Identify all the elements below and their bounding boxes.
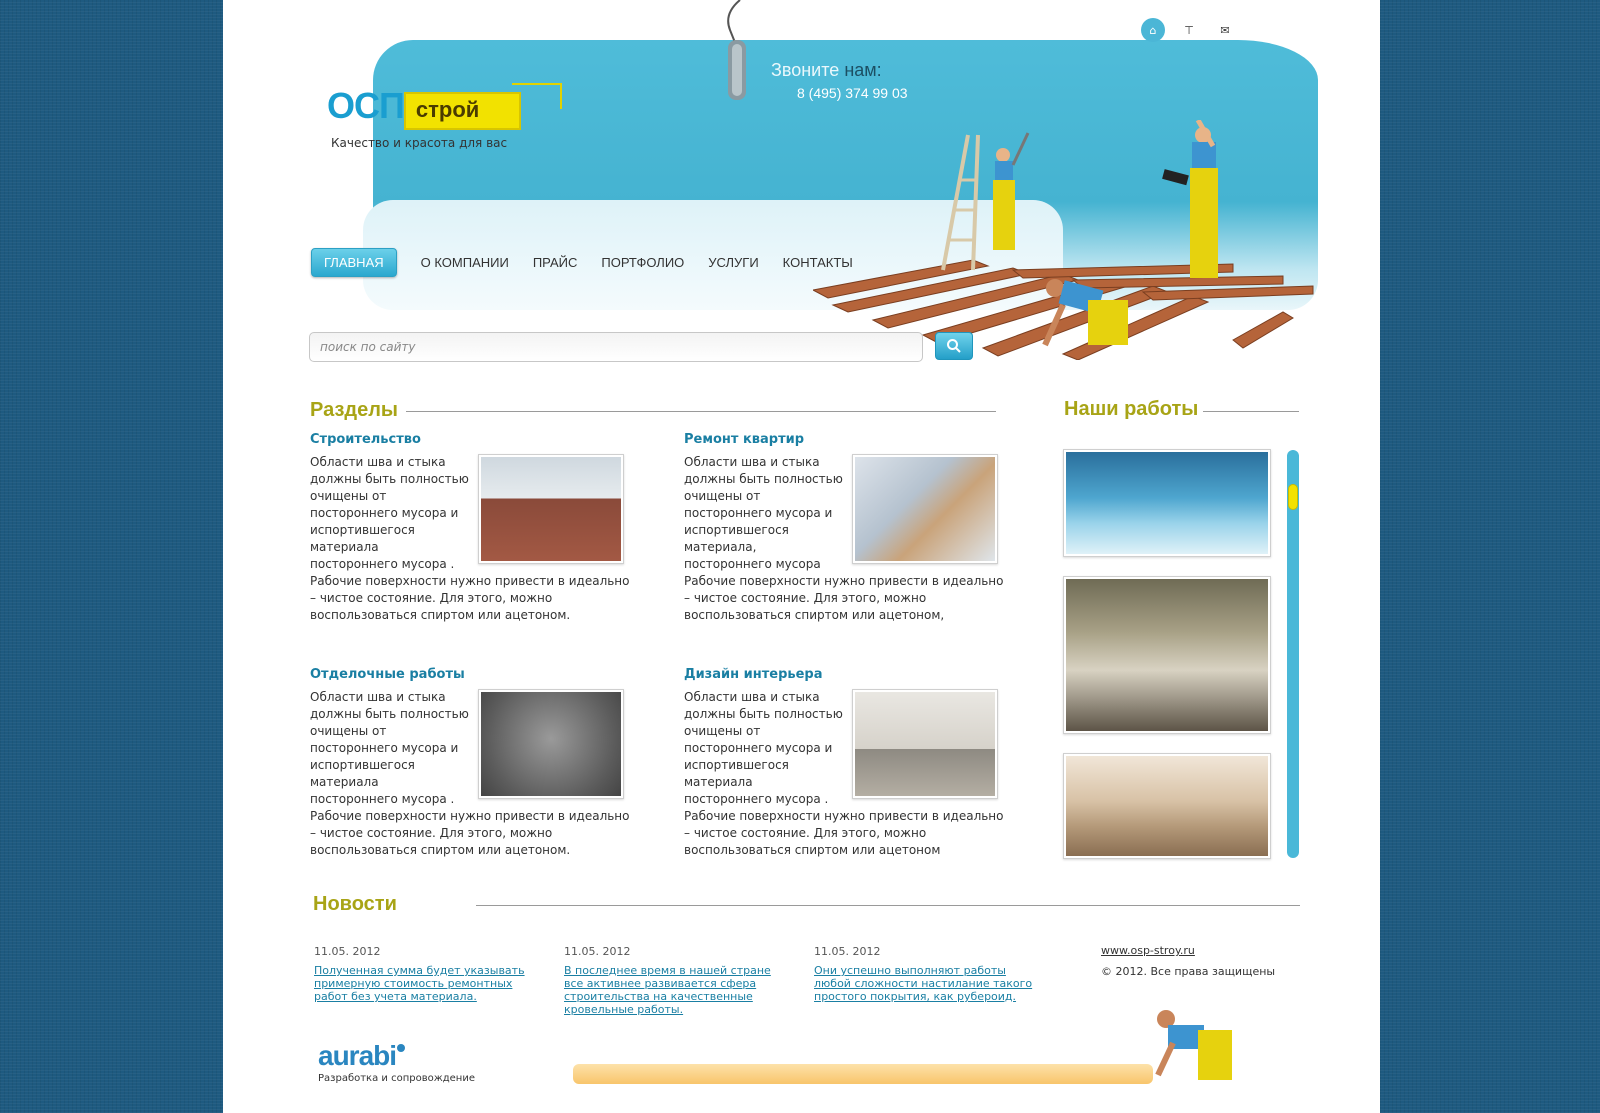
worker-kneeling-illustration <box>1033 270 1143 360</box>
news-date: 11.05. 2012 <box>564 945 631 958</box>
slogan: Качество и красота для вас <box>331 136 508 150</box>
news-divider <box>476 905 1300 906</box>
section-title[interactable]: Отделочные работы <box>310 667 465 682</box>
works-scroll-thumb[interactable] <box>1288 484 1298 510</box>
worker-ladder-illustration <box>923 125 1033 275</box>
worker-roll-illustration <box>1138 1005 1248 1095</box>
call-label-1: Звоните <box>771 60 840 80</box>
logo[interactable] <box>327 86 521 150</box>
finishing-photo[interactable] <box>478 689 624 799</box>
news-item <box>314 945 534 1003</box>
search-icon <box>946 338 962 354</box>
developer-subtitle: Разработка и сопровождение <box>318 1073 475 1084</box>
nav-item-about[interactable]: О КОМПАНИИ <box>420 255 509 270</box>
work-thumb-1[interactable] <box>1063 449 1271 557</box>
news-item <box>814 945 1034 1003</box>
home-icon[interactable]: ⌂ <box>1141 18 1165 42</box>
news-date: 11.05. 2012 <box>314 945 381 958</box>
interior-photo[interactable] <box>852 689 998 799</box>
paint-roller-icon <box>512 83 562 109</box>
nav-item-price[interactable]: ПРАЙС <box>532 255 578 270</box>
news-item <box>564 945 784 1016</box>
phone-receiver-icon <box>718 0 768 105</box>
copyright: © 2012. Все права защищены <box>1101 965 1276 978</box>
call-label-2: нам: <box>844 60 882 80</box>
footer-copy <box>1101 944 1275 978</box>
work-thumb-2[interactable] <box>1063 576 1271 734</box>
section-item-interior-design <box>684 667 1004 859</box>
site-link[interactable]: www.osp-stroy.ru <box>1101 944 1195 957</box>
search-input[interactable]: поиск по сайту <box>309 332 923 362</box>
call-us <box>771 60 908 101</box>
page <box>223 0 1380 1113</box>
renovation-photo[interactable] <box>852 454 998 564</box>
section-text: Области шва и стыка должны быть полностью очищены от постороннего мусора и испортившегося материала, постороннего мусора Рабочие поверхности нужно привести в идеально – чистое состояние. Для этого, можно воспользоваться спиртом или ацетоном, <box>684 455 1004 622</box>
work-thumb-3[interactable] <box>1063 753 1271 859</box>
section-text: Области шва и стыка должны быть полностью очищены от постороннего мусора и испортившегося материала постороннего мусора . Рабочие поверхности нужно привести в идеально – чистое состояние. Для этого, можно воспользоваться спиртом или ацетоном. <box>310 690 630 857</box>
works-scrollbar[interactable] <box>1287 450 1299 858</box>
phone-number: 8 (495) 374 99 03 <box>797 85 908 101</box>
worker-clipboard-illustration <box>1158 120 1238 290</box>
sitemap-icon[interactable]: ⊤ <box>1184 23 1194 37</box>
logo-part1: ОСП <box>327 85 404 126</box>
developer-logo-dot <box>397 1044 405 1052</box>
news-heading: Новости <box>313 893 397 915</box>
news-link[interactable]: Они успешно выполняют работы любой сложности настилание такого простого покрытия, как рубероид. <box>814 964 1033 1003</box>
top-icons <box>1141 18 1237 42</box>
nav-item-contacts[interactable]: КОНТАКТЫ <box>782 255 853 270</box>
call-label <box>771 60 908 81</box>
logo-part2: строй <box>404 92 521 130</box>
section-item-construction <box>310 432 630 624</box>
section-text: Области шва и стыка должны быть полностью очищены от постороннего мусора и испортившегося материала постороннего мусора . Рабочие поверхности нужно привести в идеально – чистое состояние. Для этого, можно воспользоваться спиртом или ацетоном <box>684 690 1004 857</box>
section-item-renovation <box>684 432 1004 624</box>
news-link[interactable]: В последнее время в нашей стране все активнее развивается сфера строительства на качественные кровельные работы. <box>564 964 771 1016</box>
developer-logo[interactable] <box>318 1040 475 1084</box>
news-date: 11.05. 2012 <box>814 945 881 958</box>
nav-item-portfolio[interactable]: ПОРТФОЛИО <box>601 255 685 270</box>
developer-name: aurabi <box>318 1040 397 1071</box>
wallpaper-roll-illustration <box>573 1064 1153 1084</box>
section-text: Области шва и стыка должны быть полностью очищены от постороннего мусора и испортившегося материала постороннего мусора . Рабочие поверхности нужно привести в идеально – чистое состояние. Для этого, можно воспользоваться спиртом или ацетоном. <box>310 455 630 622</box>
works-heading: Наши работы <box>1064 398 1199 420</box>
section-title[interactable]: Дизайн интерьера <box>684 667 823 682</box>
construction-photo[interactable] <box>478 454 624 564</box>
mail-icon[interactable]: ✉ <box>1220 23 1230 37</box>
sections-divider <box>406 411 996 412</box>
sections-heading: Разделы <box>310 399 398 421</box>
works-divider <box>1203 411 1299 412</box>
news-link[interactable]: Полученная сумма будет указывать примерную стоимость ремонтных работ без учета материала. <box>314 964 525 1003</box>
section-item-finishing <box>310 667 630 859</box>
nav-item-services[interactable]: УСЛУГИ <box>708 255 759 270</box>
section-title[interactable]: Строительство <box>310 432 421 447</box>
section-title[interactable]: Ремонт квартир <box>684 432 805 447</box>
nav-item-home[interactable]: ГЛАВНАЯ <box>311 248 397 277</box>
main-nav <box>311 248 877 277</box>
search-button[interactable] <box>935 332 973 360</box>
